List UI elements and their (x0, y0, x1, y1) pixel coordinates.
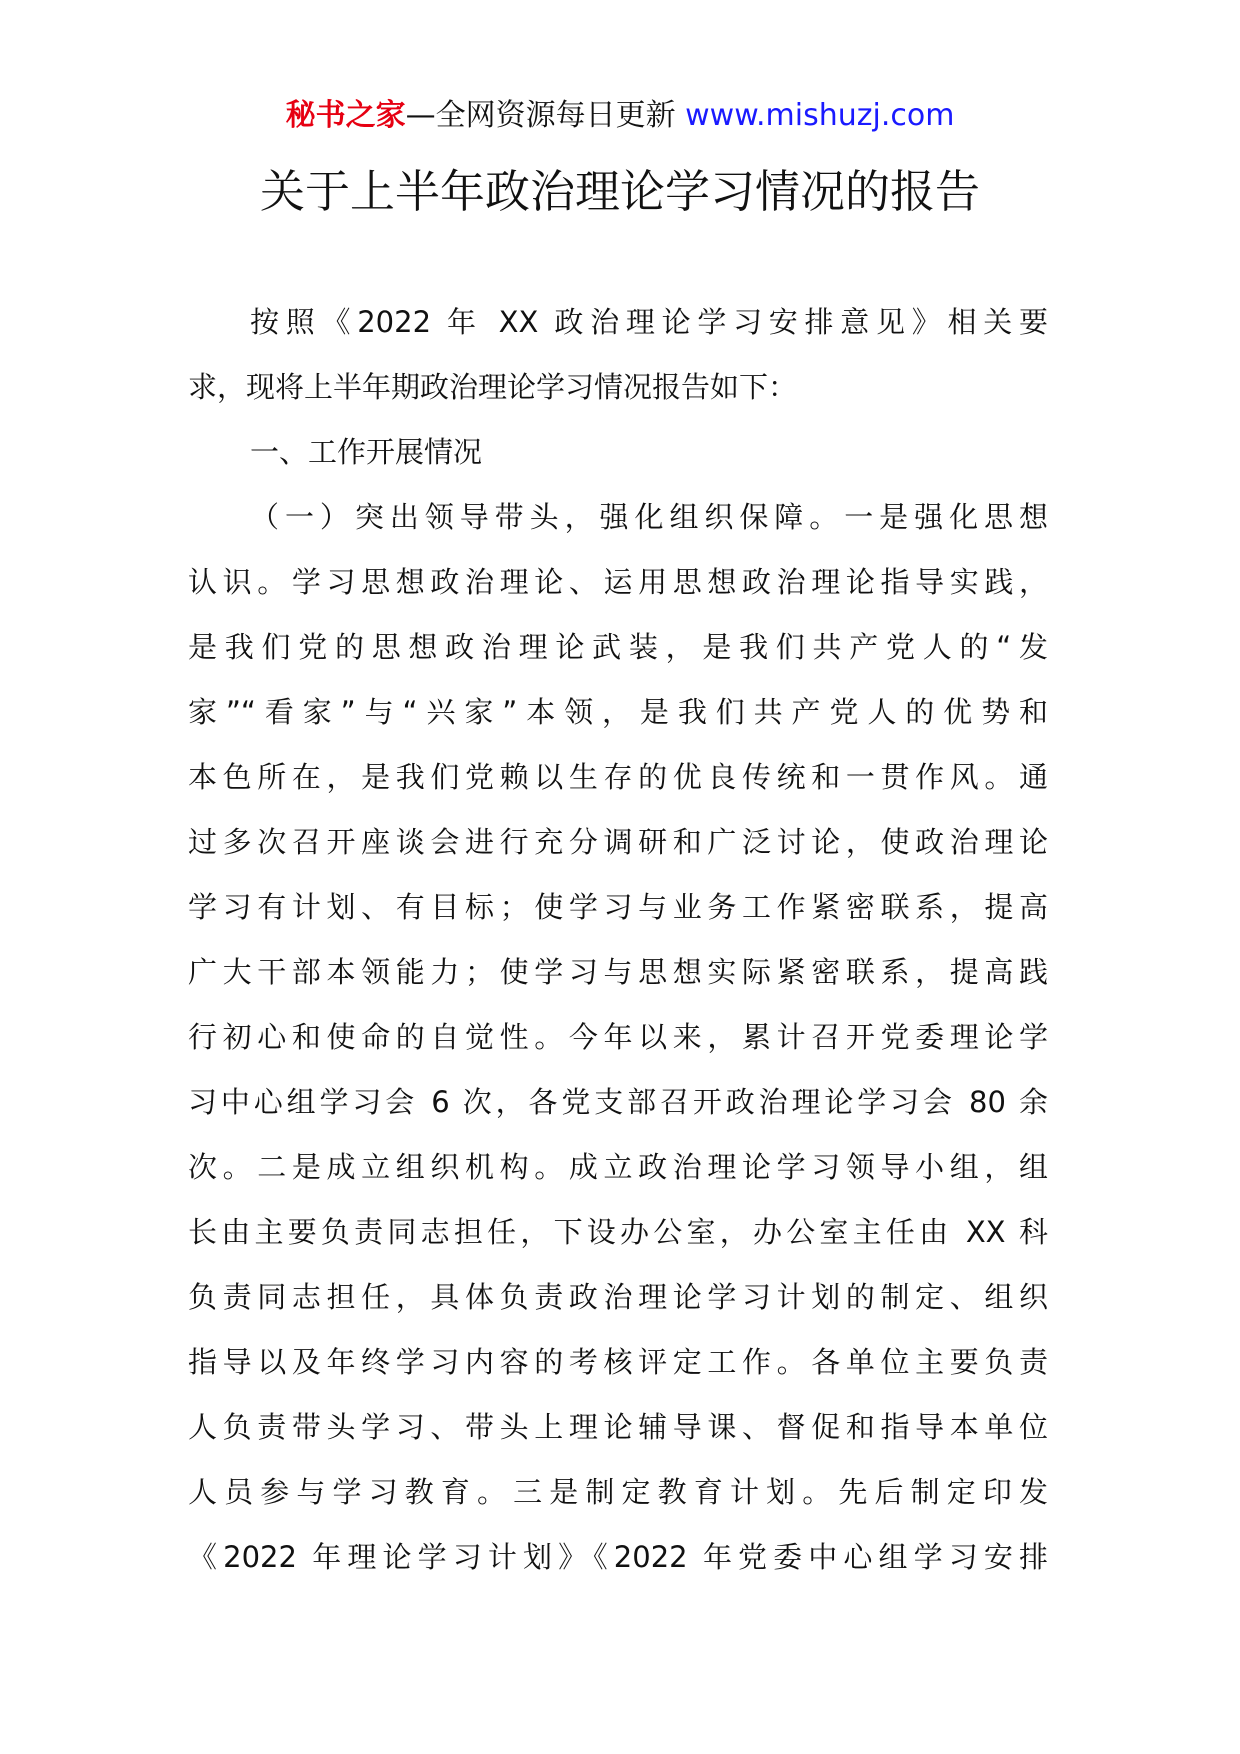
header-slogan: —全网资源每日更新 (405, 98, 686, 133)
paragraph-line: 是我们党的思想政治理论武装，是我们共产党人的“发 (188, 630, 1048, 664)
paragraph-line: 指导以及年终学习内容的考核评定工作。各单位主要负责 (188, 1345, 1048, 1379)
paragraph-line: 长由主要负责同志担任，下设办公室，办公室主任由 XX 科 (188, 1215, 1048, 1249)
document-title: 关于上半年政治理论学习情况的报告 (259, 165, 980, 218)
paragraph-line: 家”“看家”与“兴家”本领，是我们共产党人的优势和 (188, 695, 1048, 729)
paragraph-line: 广大干部本领能力；使学习与思想实际紧密联系，提高践 (188, 955, 1048, 989)
site-header (0, 96, 1240, 136)
paragraph-line: 人员参与学习教育。三是制定教育计划。先后制定印发 (188, 1475, 1048, 1509)
paragraph-line: 习中心组学习会 6 次，各党支部召开政治理论学习会 80 余 (188, 1085, 1048, 1119)
site-url-link[interactable]: www.mishuzj.com (685, 98, 955, 133)
paragraph-line: 次。二是成立组织机构。成立政治理论学习领导小组，组 (188, 1150, 1048, 1184)
paragraph-line: 《2022 年理论学习计划》《2022 年党委中心组学习安排 (188, 1540, 1048, 1574)
paragraph-line: 认识。学习思想政治理论、运用思想政治理论指导实践， (188, 565, 1048, 599)
paragraph-line: 过多次召开座谈会进行充分调研和广泛讨论，使政治理论 (188, 825, 1048, 859)
paragraph-line: 本色所在，是我们党赖以生存的优良传统和一贯作风。通 (188, 760, 1048, 794)
paragraph-line: （一）突出领导带头，强化组织保障。一是强化思想 (250, 500, 1048, 534)
paragraph-line: 人负责带头学习、带头上理论辅导课、督促和指导本单位 (188, 1410, 1048, 1444)
paragraph-line: 负责同志担任，具体负责政治理论学习计划的制定、组织 (188, 1280, 1048, 1314)
paragraph-line: 行初心和使命的自觉性。今年以来，累计召开党委理论学 (188, 1020, 1048, 1054)
paragraph-line: 按照《2022 年 XX 政治理论学习安排意见》相关要 (250, 305, 1048, 339)
document-body (188, 290, 1048, 1590)
paragraph-line: 学习有计划、有目标；使学习与业务工作紧密联系，提高 (188, 890, 1048, 924)
paragraph-line: 求，现将上半年期政治理论学习情况报告如下： (188, 370, 798, 404)
section-heading: 一、工作开展情况 (250, 435, 483, 469)
brand-name: 秘书之家 (285, 98, 406, 133)
